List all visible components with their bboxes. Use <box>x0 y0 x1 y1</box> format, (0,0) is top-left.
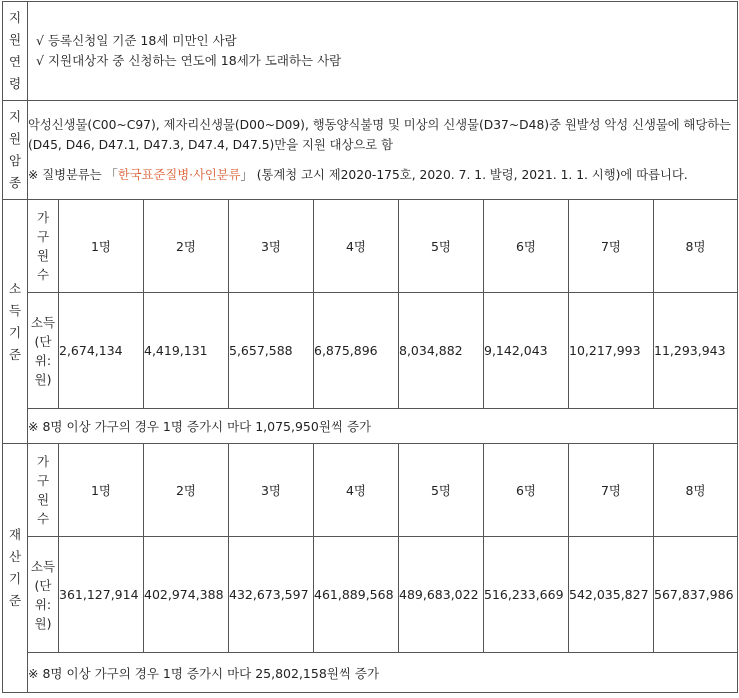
property-value-3: 432,673,597 <box>229 537 314 653</box>
income-size-7: 7명 <box>569 200 654 293</box>
age-item-1: √ 등록신청일 기준 18세 미만인 사람 <box>36 33 237 48</box>
income-size-6: 6명 <box>484 200 569 293</box>
income-value-2: 4,419,131 <box>144 293 229 409</box>
cancer-desc-line-1: 악성신생물(C00~C97), 제자리신생물(D00~D09), 행동양식불명 및 미상의 신생물(D37~D48)중 원발성 악성 신생물에 해당하는 <box>28 118 732 132</box>
property-value-2: 402,974,388 <box>144 537 229 653</box>
cancer-row <box>3 101 738 200</box>
income-value-5: 8,034,882 <box>399 293 484 409</box>
property-value-4: 461,889,568 <box>314 537 399 653</box>
age-row <box>3 2 738 101</box>
property-value-row <box>3 537 738 653</box>
income-header <box>3 200 28 444</box>
property-unit-label: 소득(단위:원) <box>28 537 59 653</box>
cancer-content <box>28 101 738 200</box>
income-household-row <box>3 200 738 293</box>
income-value-1: 2,674,134 <box>59 293 144 409</box>
note-prefix: ※ 질병분류는 「 <box>28 168 118 182</box>
property-note: ※ 8명 이상 가구의 경우 1명 증가시 마다 25,802,158원씩 증가 <box>28 653 738 693</box>
cancer-header <box>3 101 28 200</box>
income-header-text: 소득기준 <box>8 280 22 362</box>
income-value-3: 5,657,588 <box>229 293 314 409</box>
cancer-header-text: 지원암종 <box>8 109 22 190</box>
property-value-7: 542,035,827 <box>569 537 654 653</box>
income-value-8: 11,293,943 <box>654 293 738 409</box>
property-size-8: 8명 <box>654 444 738 537</box>
income-unit-label: 소득(단위:원) <box>28 293 59 409</box>
income-size-5: 5명 <box>399 200 484 293</box>
classification-name: 한국표준질병·사인분류 <box>117 168 241 182</box>
age-header-text: 지원연령 <box>8 10 22 91</box>
property-value-8: 567,837,986 <box>654 537 738 653</box>
age-item-2: √ 지원대상자 중 신청하는 연도에 18세가 도래하는 사람 <box>36 53 342 68</box>
disease-classification-note <box>28 165 737 185</box>
income-household-label: 가구원수 <box>28 200 59 293</box>
property-value-1: 361,127,914 <box>59 537 144 653</box>
income-size-2: 2명 <box>144 200 229 293</box>
property-size-4: 4명 <box>314 444 399 537</box>
property-size-3: 3명 <box>229 444 314 537</box>
property-header <box>3 444 28 693</box>
property-note-row <box>3 653 738 693</box>
property-household-row <box>3 444 738 537</box>
property-value-5: 489,683,022 <box>399 537 484 653</box>
property-size-7: 7명 <box>569 444 654 537</box>
property-size-2: 2명 <box>144 444 229 537</box>
income-size-1: 1명 <box>59 200 144 293</box>
property-household-label: 가구원수 <box>28 444 59 537</box>
income-value-6: 9,142,043 <box>484 293 569 409</box>
income-note-row <box>3 409 738 444</box>
income-value-7: 10,217,993 <box>569 293 654 409</box>
income-value-row <box>3 293 738 409</box>
support-criteria-table <box>2 1 738 693</box>
property-value-6: 516,233,669 <box>484 537 569 653</box>
note-suffix: 」 (통계청 고시 제2020-175호, 2020. 7. 1. 발령, 2021. 1. 1. 시행)에 따릅니다. <box>240 168 688 182</box>
income-value-4: 6,875,896 <box>314 293 399 409</box>
property-header-text: 재산기준 <box>8 527 22 608</box>
income-size-3: 3명 <box>229 200 314 293</box>
age-header <box>3 2 28 101</box>
property-size-6: 6명 <box>484 444 569 537</box>
income-size-4: 4명 <box>314 200 399 293</box>
property-size-5: 5명 <box>399 444 484 537</box>
age-content <box>28 2 738 101</box>
cancer-desc-line-2: (D45, D46, D47.1, D47.3, D47.4, D47.5)만을 지원 대상으로 함 <box>28 138 393 152</box>
income-size-8: 8명 <box>654 200 738 293</box>
property-size-1: 1명 <box>59 444 144 537</box>
income-note: ※ 8명 이상 가구의 경우 1명 증가시 마다 1,075,950원씩 증가 <box>28 409 738 444</box>
